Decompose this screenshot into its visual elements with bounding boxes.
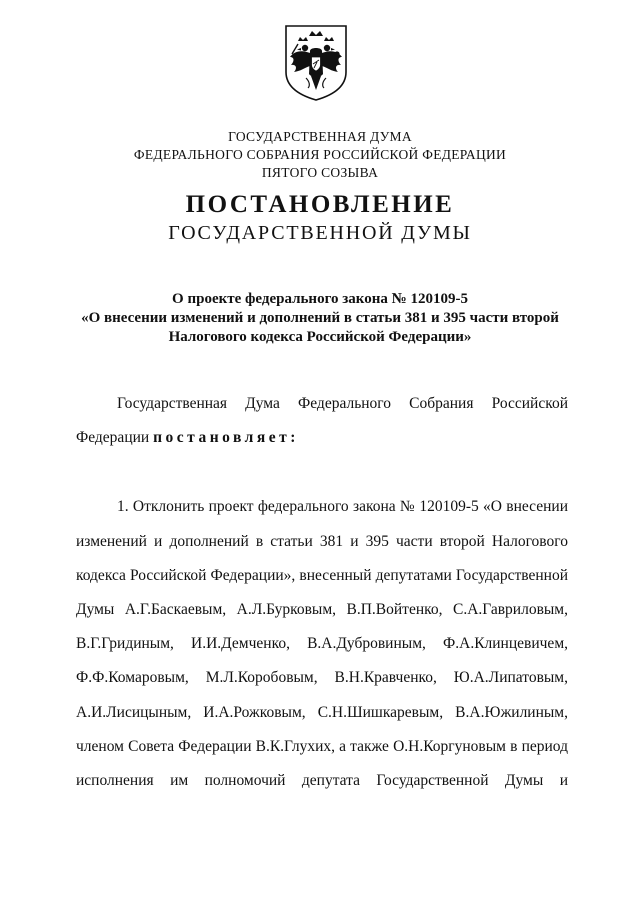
preamble-line-2 [76, 428, 299, 448]
header-line-convocation: ПЯТОГО СОЗЫВА [261, 165, 379, 180]
item1-line-7: А.И.Лисицыным, И.А.Рожковым, С.Н.Шишкаревым, В.А.Южилиным, [76, 704, 568, 721]
subject-line-1: О проекте федерального закона № 120109-5 [172, 291, 468, 307]
item1-line-8: членом Совета Федерации В.К.Глухих, а также О.Н.Коргуновым в период [76, 738, 568, 755]
subject-line-3: Налогового кодекса Российской Федерации» [168, 329, 472, 345]
preamble-line-1: Государственная Дума Федерального Собрания Российской [117, 395, 568, 412]
item1-line-9: исполнения им полномочий депутата Государственной Думы и [76, 772, 568, 789]
item1-line-3: кодекса Российской Федерации», внесенный депутатами Государственной [76, 567, 568, 584]
header-line-duma: ГОСУДАРСТВЕННАЯ ДУМА [228, 129, 412, 144]
subject-line-2: «О внесении изменений и дополнений в статьи 381 и 395 части второй [81, 310, 559, 326]
preamble-resolves: постановляет: [153, 429, 299, 446]
item1-line-4: Думы А.Г.Баскаевым, А.Л.Бурковым, В.П.Войтенко, С.А.Гавриловым, [76, 601, 568, 618]
document-title: ПОСТАНОВЛЕНИЕ [185, 191, 455, 218]
item1-line-6: Ф.Ф.Комаровым, М.Л.Коробовым, В.Н.Кравченко, Ю.А.Липатовым, [76, 669, 568, 686]
preamble-federation: Федерации [76, 429, 150, 446]
item1-line-2: изменений и дополнений в статьи 381 и 395 части второй Налогового [76, 533, 568, 550]
item1-line-1: 1. Отклонить проект федерального закона № 120109-5 «О внесении [117, 498, 568, 515]
item1-line-5: В.Г.Гридиным, И.И.Демченко, В.А.Дубровиным, Ф.А.Клинцевичем, [76, 635, 568, 652]
header-line-assembly: ФЕДЕРАЛЬНОГО СОБРАНИЯ РОССИЙСКОЙ ФЕДЕРАЦИИ [133, 147, 507, 162]
coat-of-arms-icon [282, 24, 350, 102]
document-subtitle: ГОСУДАРСТВЕННОЙ ДУМЫ [168, 222, 472, 244]
